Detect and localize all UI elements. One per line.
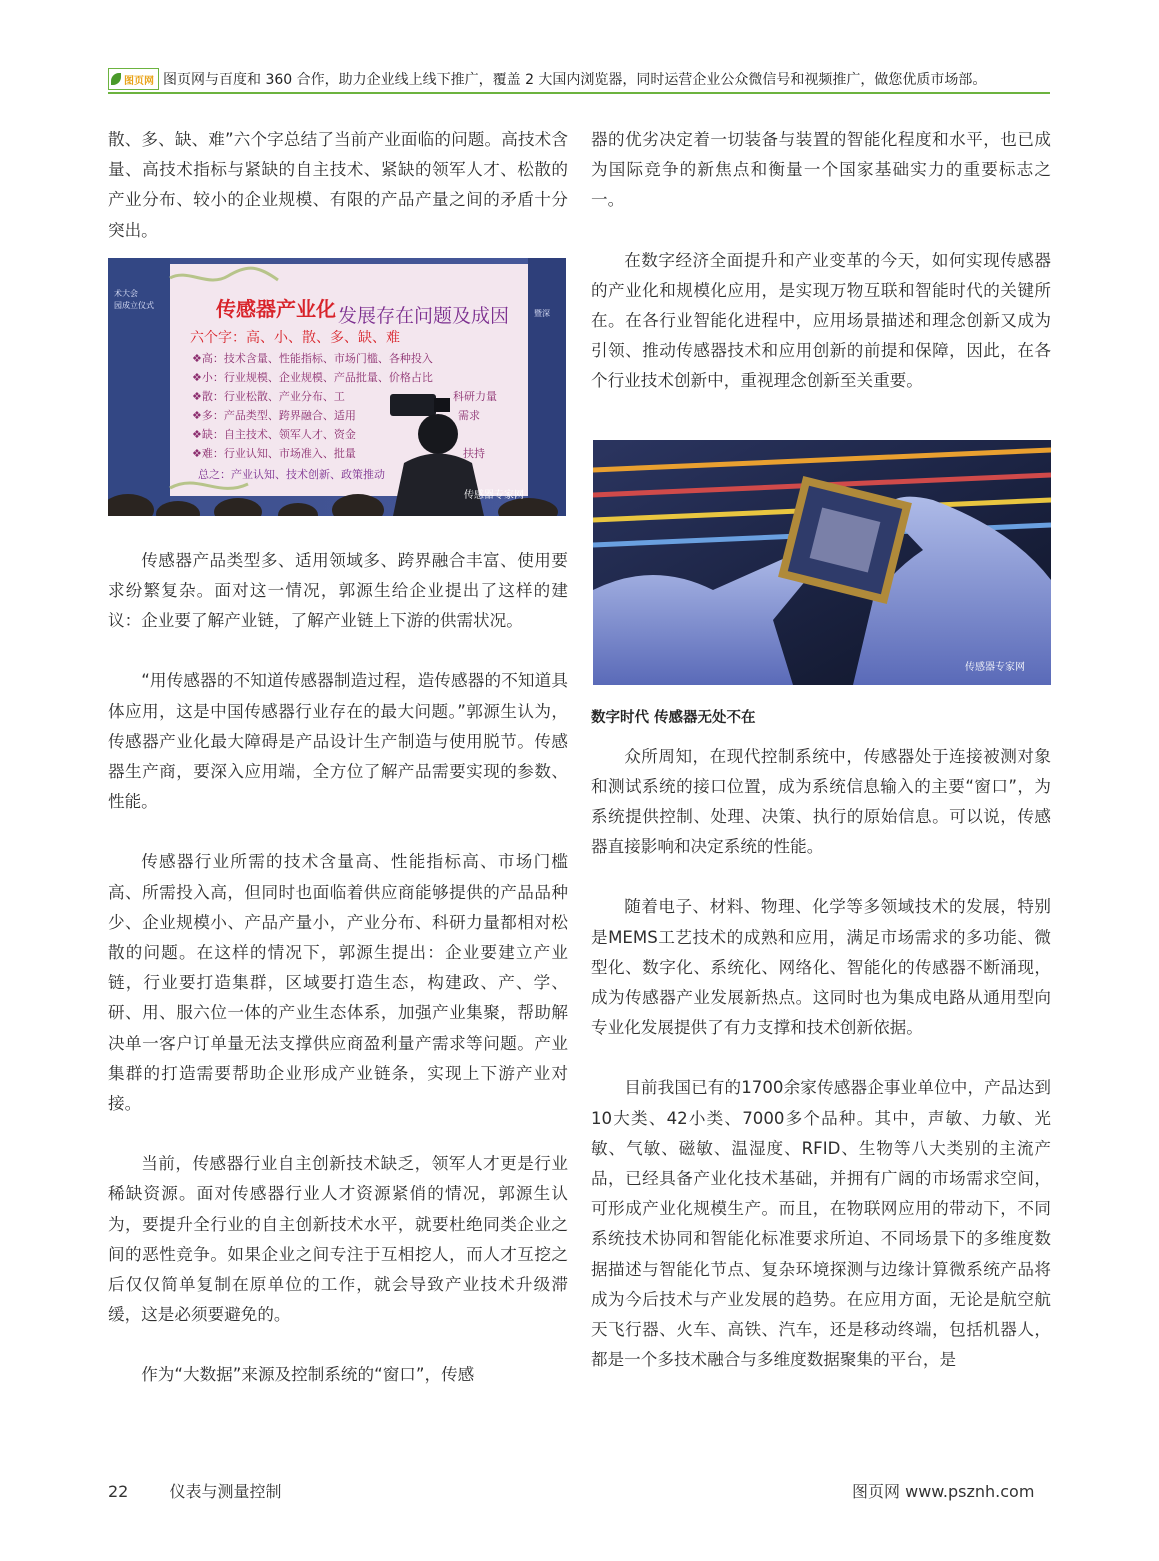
video-camera	[390, 394, 436, 416]
paragraph: 器的优劣决定着一切装备与装置的智能化程度和水平，也已成为国际竞争的新焦点和衡量一个国家基础实力的重要标志之一。	[591, 130, 1051, 210]
slide-summary: 总之：产业认知、技术创新、政策推动	[198, 468, 385, 481]
slide-item-tail: 需求	[458, 409, 480, 422]
slide-svg	[108, 258, 566, 516]
conference-slide-photo	[108, 258, 566, 516]
banner-text: 图页网与百度和 360 合作，助力企业线上线下推广，覆盖 2 大国内浏览器，同时运营企业公众微信号和视频推广，做您优质市场部。	[163, 72, 987, 88]
paragraph: 传感器行业所需的技术含量高、性能指标高、市场门槛高、所需投入高，但同时也面临着供应商能够提供的产品品种少、企业规模小、产品产量小，产业分布、科研力量都相对松散的问题。在这样的情况下，郭源生提出：企业要建立产业链，行业要打造集群，区域要打造生态，构建政、产、学、研、用、服六位一体的产业生态体系，加强产业集聚，帮助解决单一客户订单量无法支撑供应商盈利量产需求等问题。产业集群的打造需要帮助企业形成产业链条，实现上下游产业对接。	[108, 852, 568, 1114]
paragraph: 随着电子、材料、物理、化学等多领域技术的发展，特别是MEMS工艺技术的成熟和应用，满足市场需求的多功能、微型化、数字化、系统化、网络化、智能化的传感器不断涌现，成为传感器产业发展新热点。这同时也为集成电路从通用型向专业化发展提供了有力支撑和技术创新依据。	[591, 897, 1051, 1038]
slide-item: ❖缺：自主技术、领军人才、资金	[192, 428, 356, 441]
paragraph: 散、多、缺、难”六个字总结了当前产业面临的问题。高技术含量、高技术指标与紧缺的自主技术、紧缺的领军人才、松散的产业分布、较小的企业规模、有限的产品产量之间的矛盾十分突出。	[108, 130, 568, 240]
right-column	[591, 125, 1051, 1375]
photo-caption: 数字时代 传感器无处不在	[591, 710, 756, 726]
person-head	[418, 414, 458, 454]
slide-title-purple: 发展存在问题及成因	[338, 305, 510, 327]
slide-item: ❖难：行业认知、市场准入、批量	[192, 447, 356, 460]
camera-lens	[434, 398, 450, 412]
slide-item: ❖小：行业规模、企业规模、产品批量、价格占比	[192, 371, 433, 384]
header-banner	[108, 66, 1050, 94]
logo-text: 图页网	[124, 75, 154, 87]
slide-watermark: 传感器专家网	[464, 490, 524, 501]
site-name: 图页网	[852, 1482, 901, 1501]
paragraph: 当前，传感器行业自主创新技术缺乏，领军人才更是行业稀缺资源。面对传感器行业人才资源紧俏的情况，郭源生认为，要提升全行业的自主创新技术水平，就要杜绝同类企业之间的恶性竞争。如果企业之间专注于互相挖人，而人才互挖之后仅仅简单复制在原单位的工作，就会导致产业技术升级滞缓，这是必须要避免的。	[108, 1154, 568, 1325]
side-right-text: 暨深	[534, 309, 550, 318]
footer-right	[852, 1479, 1034, 1502]
slide-item-tail: 科研力量	[453, 390, 497, 403]
footer-left	[108, 1479, 317, 1502]
right-banner	[528, 258, 566, 516]
chip-photo	[593, 440, 1051, 685]
slide-item: ❖散：行业松散、产业分布、工	[192, 390, 345, 403]
site-url[interactable]: www.psznh.com	[905, 1482, 1035, 1501]
paragraph: 目前我国已有的1700余家传感器企事业单位中，产品达到10大类、42小类、7000多个品种。其中，声敏、力敏、光敏、气敏、磁敏、温湿度、RFID、生物等八大类别的主流产品，已经具备产业化技术基础，并拥有广阔的市场需求空间，可形成产业化规模生产。而且，在物联网应用的带动下，不同系统技术协同和智能化标准要求所迫、不同场景下的多维度数据描述与智能化节点、复杂环境探测与边缘计算微系统产品将成为今后技术与产业发展的趋势。在应用方面，无论是航空航天飞行器、火车、高铁、汽车，还是移动终端，包括机器人，都是一个多技术融合与多维度数据聚集的平台，是	[591, 1078, 1051, 1370]
chip-svg	[593, 440, 1051, 685]
person-body	[393, 454, 484, 517]
site-logo[interactable]	[108, 68, 159, 90]
paragraph: 众所周知，在现代控制系统中，传感器处于连接被测对象和测试系统的接口位置，成为系统信息输入的主要“窗口”，为系统提供控制、处理、决策、执行的原始信息。可以说，传感器直接影响和决定系统的性能。	[591, 746, 1051, 857]
slide-title-red: 传感器产业化	[216, 297, 336, 321]
side-left-text: 术大会	[114, 289, 138, 298]
side-left-text: 园成立仪式	[114, 301, 154, 310]
page-number: 22	[108, 1482, 129, 1501]
paragraph: 传感器产品类型多、适用领域多、跨界融合丰富、使用要求纷繁复杂。面对这一情况，郭源生给企业提出了这样的建议：企业要了解产业链，了解产业链上下游的供需状况。	[108, 550, 568, 631]
slide-item-tail: 扶持	[463, 447, 485, 460]
paragraph: 在数字经济全面提升和产业变革的今天，如何实现传感器的产业化和规模化应用，是实现万物互联和智能时代的关键所在。在各行业智能化进程中，应用场景描述和理念创新又成为引领、推动传感器技术和应用创新的前提和保障，因此，在各个行业技术创新中，重视理念创新至关重要。	[591, 250, 1051, 391]
slide-subtitle: 六个字：高、小、散、多、缺、难	[190, 330, 400, 346]
slide-item: ❖高：技术含量、性能指标、市场门槛、各种投入	[192, 352, 433, 365]
paragraph: 作为“大数据”来源及控制系统的“窗口”，传感	[141, 1365, 475, 1385]
leaf-icon	[111, 73, 121, 85]
magazine-name: 仪表与测量控制	[169, 1482, 282, 1501]
slide-item: ❖多：产品类型、跨界融合、适用	[192, 409, 356, 422]
paragraph: “用传感器的不知道传感器制造过程，造传感器的不知道具体应用，这是中国传感器行业存在的最大问题。”郭源生认为，传感器产业化最大障碍是产品设计生产制造与使用脱节。传感器生产商，要深入应用端，全方位了解产品需要实现的参数、性能。	[108, 671, 568, 812]
chip-watermark: 传感器专家网	[965, 662, 1025, 673]
